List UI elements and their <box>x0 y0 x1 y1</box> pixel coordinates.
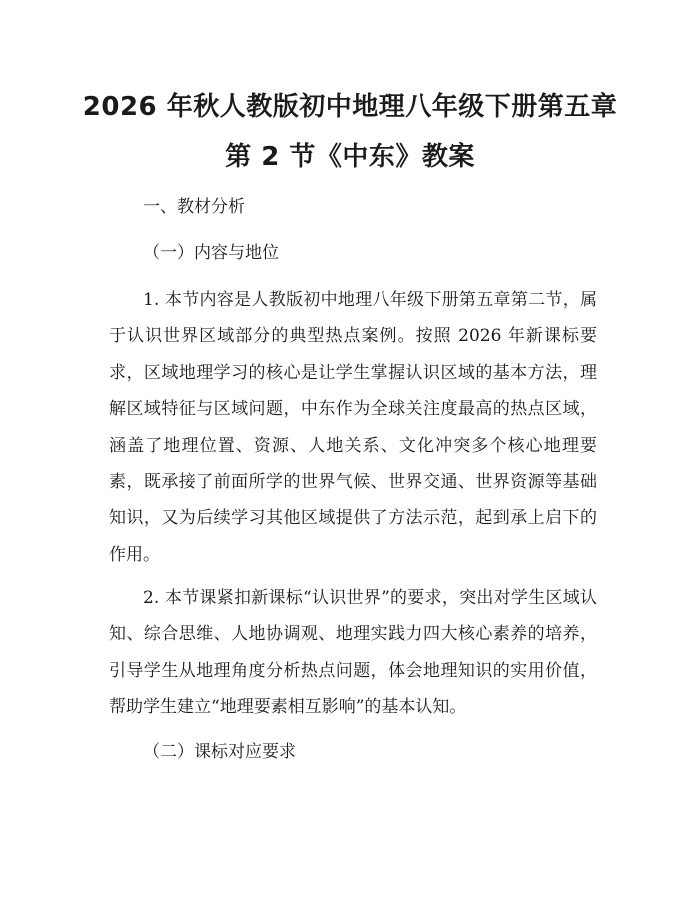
subsection-heading-curriculum-requirements: （二）课标对应要求 <box>143 742 296 762</box>
paragraph-content-position: 1. 本节内容是人教版初中地理八年级下册第五章第二节，属于认识世界区域部分的典型热点案例。按照 2026 年新课标要求，区域地理学习的核心是让学生掌握认识区域的基本方法，理解区域特征与区域问题，中东作为全球关注度最高的热点区域，涵盖了地理位置、资源、人地关系、文化冲突多个核心地理要素，既承接了前面所学的世界气候、世界交通、世界资源等基础知识，又为后续学习其他区域提供了方法示范，起到承上启下的作用。 <box>109 290 597 565</box>
paragraph-core-literacy: 2. 本节课紧扣新课标“认识世界”的要求，突出对学生区域认知、综合思维、人地协调观、地理实践力四大核心素养的培养，引导学生从地理角度分析热点问题，体会地理知识的实用价值，帮助学生建立“地理要素相互影响”的基本认知。 <box>109 588 597 718</box>
document-title-line1: 2026 年秋人教版初中地理八年级下册第五章 <box>82 92 618 122</box>
document-title-line2: 第 2 节《中东》教案 <box>225 142 475 172</box>
section-heading-textbook-analysis: 一、教材分析 <box>143 197 245 217</box>
subsection-heading-content-position: （一）内容与地位 <box>143 243 279 263</box>
